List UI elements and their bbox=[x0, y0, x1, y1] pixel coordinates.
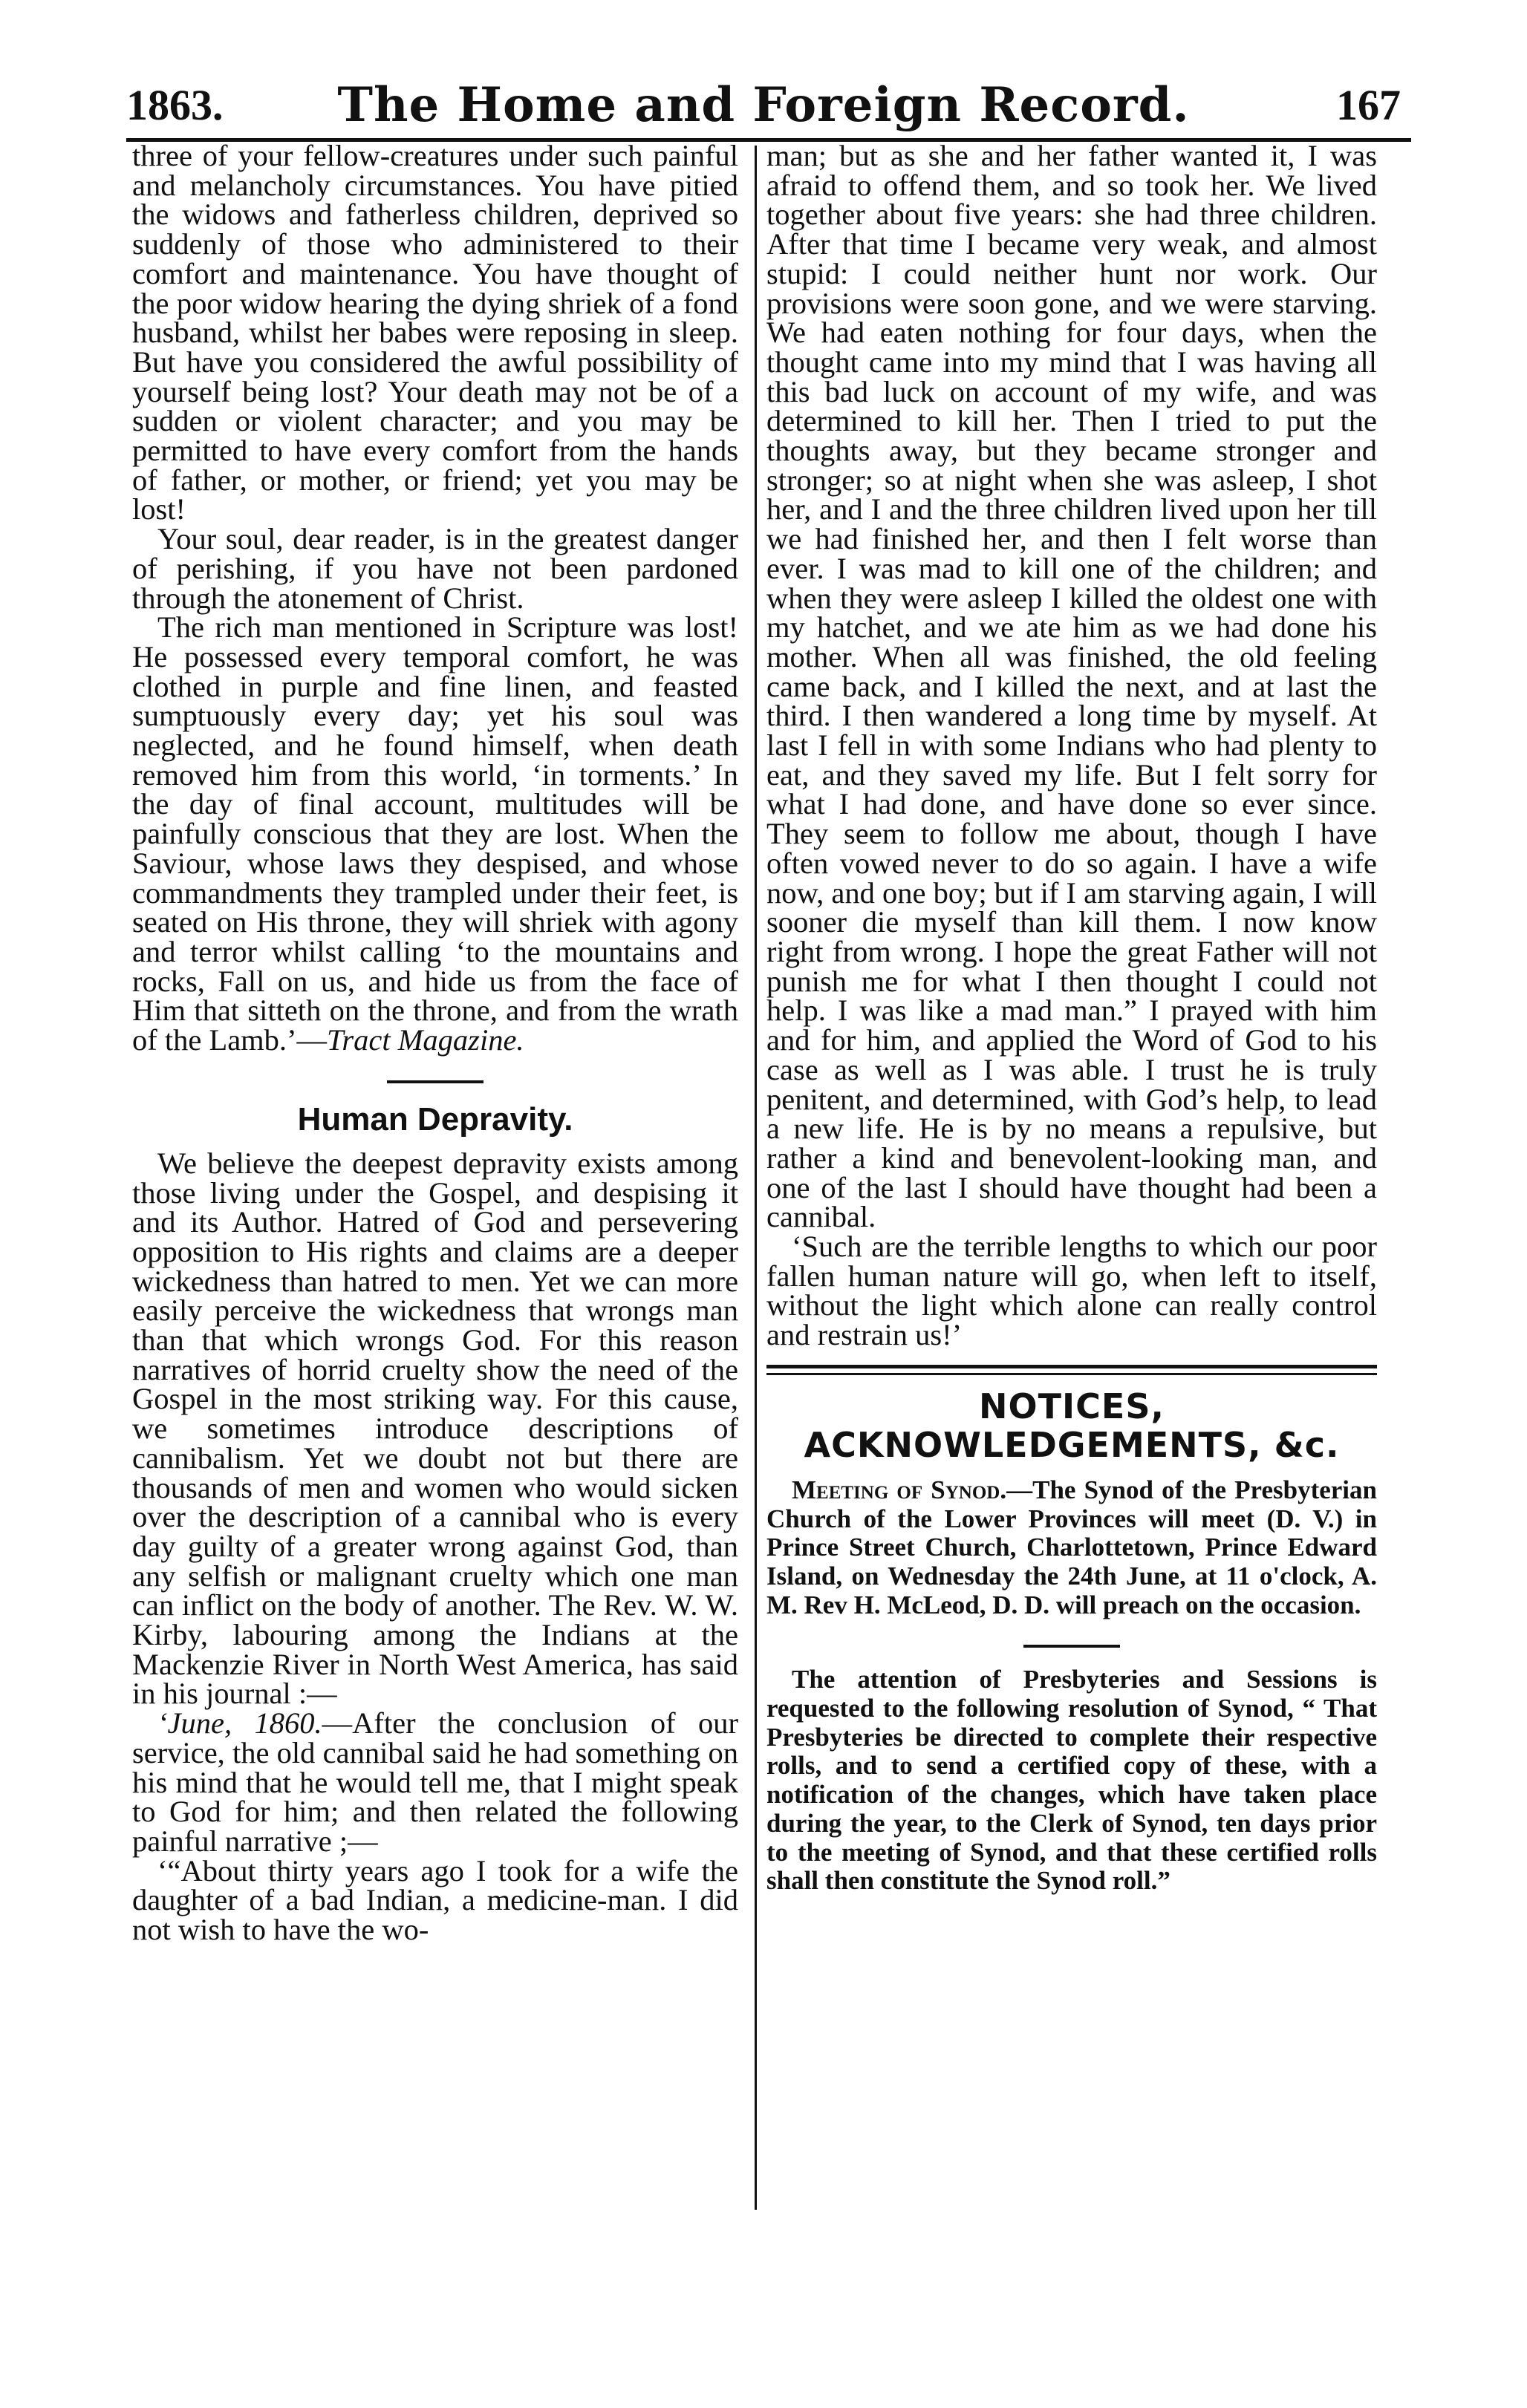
source-citation: Tract Magazine. bbox=[327, 1023, 524, 1057]
paragraph-text: —After the conclusion of our service, the old cannibal said he had something on his mind that he would tell me, that I might speak to God for him; and then related the following painful narrative ;— bbox=[132, 1706, 738, 1858]
journal-date: ‘June, 1860. bbox=[157, 1706, 322, 1740]
section-heading: Human Depravity. bbox=[297, 1100, 573, 1138]
paragraph: ‘Such are the terrible lengths to which our poor fallen human nature will go, when left to itself, without the light which alone can really control and restrain us!’ bbox=[766, 1230, 1377, 1352]
notice-meeting-of-synod bbox=[766, 1476, 1377, 1620]
paragraph-text: The rich man mentioned in Scripture was lost! He possessed every temporal comfort, he was clothed in purple and fine linen, and feasted sumptuously every day; yet his soul was neglected, and he found himself, when death removed him from this world, ‘in torments.’ In the day of final account, multitudes will be painfully conscious that they are lost. When the Saviour, whose laws they despised, and whose commandments they trampled under their feet, is seated on His throne, they will shriek with agony and terror whilst calling ‘to the mountains and rocks, Fall on us, and hide us from the face of Him that sitteth on the throne, and from the wrath of the Lamb.’— bbox=[132, 610, 738, 1057]
notice-lead: Meeting of Synod. bbox=[792, 1475, 1007, 1504]
header-page-number: 167 bbox=[1336, 81, 1401, 129]
header-year: 1863. bbox=[126, 81, 224, 129]
notice-separator bbox=[1023, 1645, 1120, 1648]
section-heading: NOTICES, ACKNOWLEDGEMENTS, &c. bbox=[804, 1386, 1340, 1465]
paragraph: Your soul, dear reader, is in the greatest danger of perishing, if you have not been pardoned through the atonement of Christ. bbox=[132, 522, 738, 615]
section-separator bbox=[387, 1080, 484, 1083]
right-column bbox=[766, 141, 1377, 1896]
header-title: The Home and Foreign Record. bbox=[337, 77, 1190, 133]
paragraph bbox=[132, 610, 738, 1057]
notice-presbytery-rolls: The attention of Presbyteries and Sessions is requested to the following resolution of Synod, “ That Presbyteries be directed to complete their respective rolls, and to send a certified copy of these, with a notification of the changes, which have taken place during the year, to the Clerk of Synod, ten days prior to the meeting of Synod, and that these certified rolls shall then constitute the Synod roll.” bbox=[766, 1665, 1377, 1896]
paragraph: We believe the deepest depravity exists among those living under the Gospel, and despising it and its Author. Hatred of God and persevering opposition to His rights and claims are a deeper wickedness than hatred to men. Yet we can more easily perceive the wickedness that wrongs man than that which wrongs God. For this reason narratives of horrid cruelty show the need of the Gospel in the most striking way. For this cause, we sometimes introduce descriptions of cannibalism. Yet we doubt not but there are thousands of men and women who would sicken over the description of a cannibal who is every day guilty of a greater wrong against God, than any selfish or malignant cruelty which one man can inflict on the body of another. The Rev. W. W. Kirby, labouring among the Indians at the Mackenzie River in North West America, has said in his journal :— bbox=[132, 1146, 738, 1711]
left-column bbox=[132, 141, 738, 1945]
paragraph bbox=[132, 1706, 738, 1858]
column-divider bbox=[755, 146, 757, 2210]
notice-text: —The Synod of the Presbyterian Church of the Lower Provinces will meet (D. V.) in Prince Street Church, Charlottetown, Prince Edward Island, on Wednesday the 24th June, at 11 o'clock, A. M. Rev H. McLeod, D. D. will preach on the occasion. bbox=[766, 1475, 1377, 1619]
paragraph: man; but as she and her father wanted it, I was afraid to offend them, and so took her. We lived together about five years: she had three children. After that time I became very weak, and almost stupid: I could neither hunt nor work. Our provisions were soon gone, and we were starving. We had eaten nothing for four days, when the thought came into my mind that I was having all this bad luck on account of my wife, and was determined to kill her. Then I tried to put the thoughts away, but they became stronger and stronger; so at night when she was asleep, I shot her, and I and the three children lived upon her till we had finished her, and then I felt worse than ever. I was mad to kill one of the children; and when they were asleep I killed the oldest one with my hatchet, and we ate him as we had done his mother. When all was finished, the old feeling came back, and I killed the next, and at last the third. I then wandered a long time by myself. At last I fell in with some Indians who had plenty to eat, and they saved my life. But I felt sorry for what I had done, and have done so ever since. They seem to follow me about, though I have often vowed never to do so again. I have a wife now, and one boy; but if I am starving again, I will sooner die myself than kill them. I now know right from wrong. I hope the great Father will not punish me for what I then thought I could not help. I was like a mad man.” I prayed with him and for him, and applied the Word of God to his case as well as I was able. I trust he is truly penitent, and determined, with God’s help, to lead a new life. He is by no means a repulsive, but rather a kind and benevolent-looking man, and one of the last I should have thought had been a cannibal. bbox=[766, 139, 1377, 1234]
paragraph: ‘“About thirty years ago I took for a wife the daughter of a bad Indian, a medicine-man. I did not wish to have the wo- bbox=[132, 1853, 738, 1947]
section-separator bbox=[766, 1365, 1377, 1375]
running-header bbox=[111, 77, 1416, 140]
paragraph: three of your fellow-creatures under such painful and melancholy circumstances. You have pitied the widows and fatherless children, deprived so suddenly of those who administered to their comfort and maintenance. You have thought of the poor widow hearing the dying shriek of a fond husband, whilst her babes were reposing in sleep. But have you considered the awful possibility of yourself being lost? Your death may not be of a sudden or violent character; and you may be permitted to have every comfort from the hands of father, or mother, or friend; yet you may be lost! bbox=[132, 139, 738, 526]
